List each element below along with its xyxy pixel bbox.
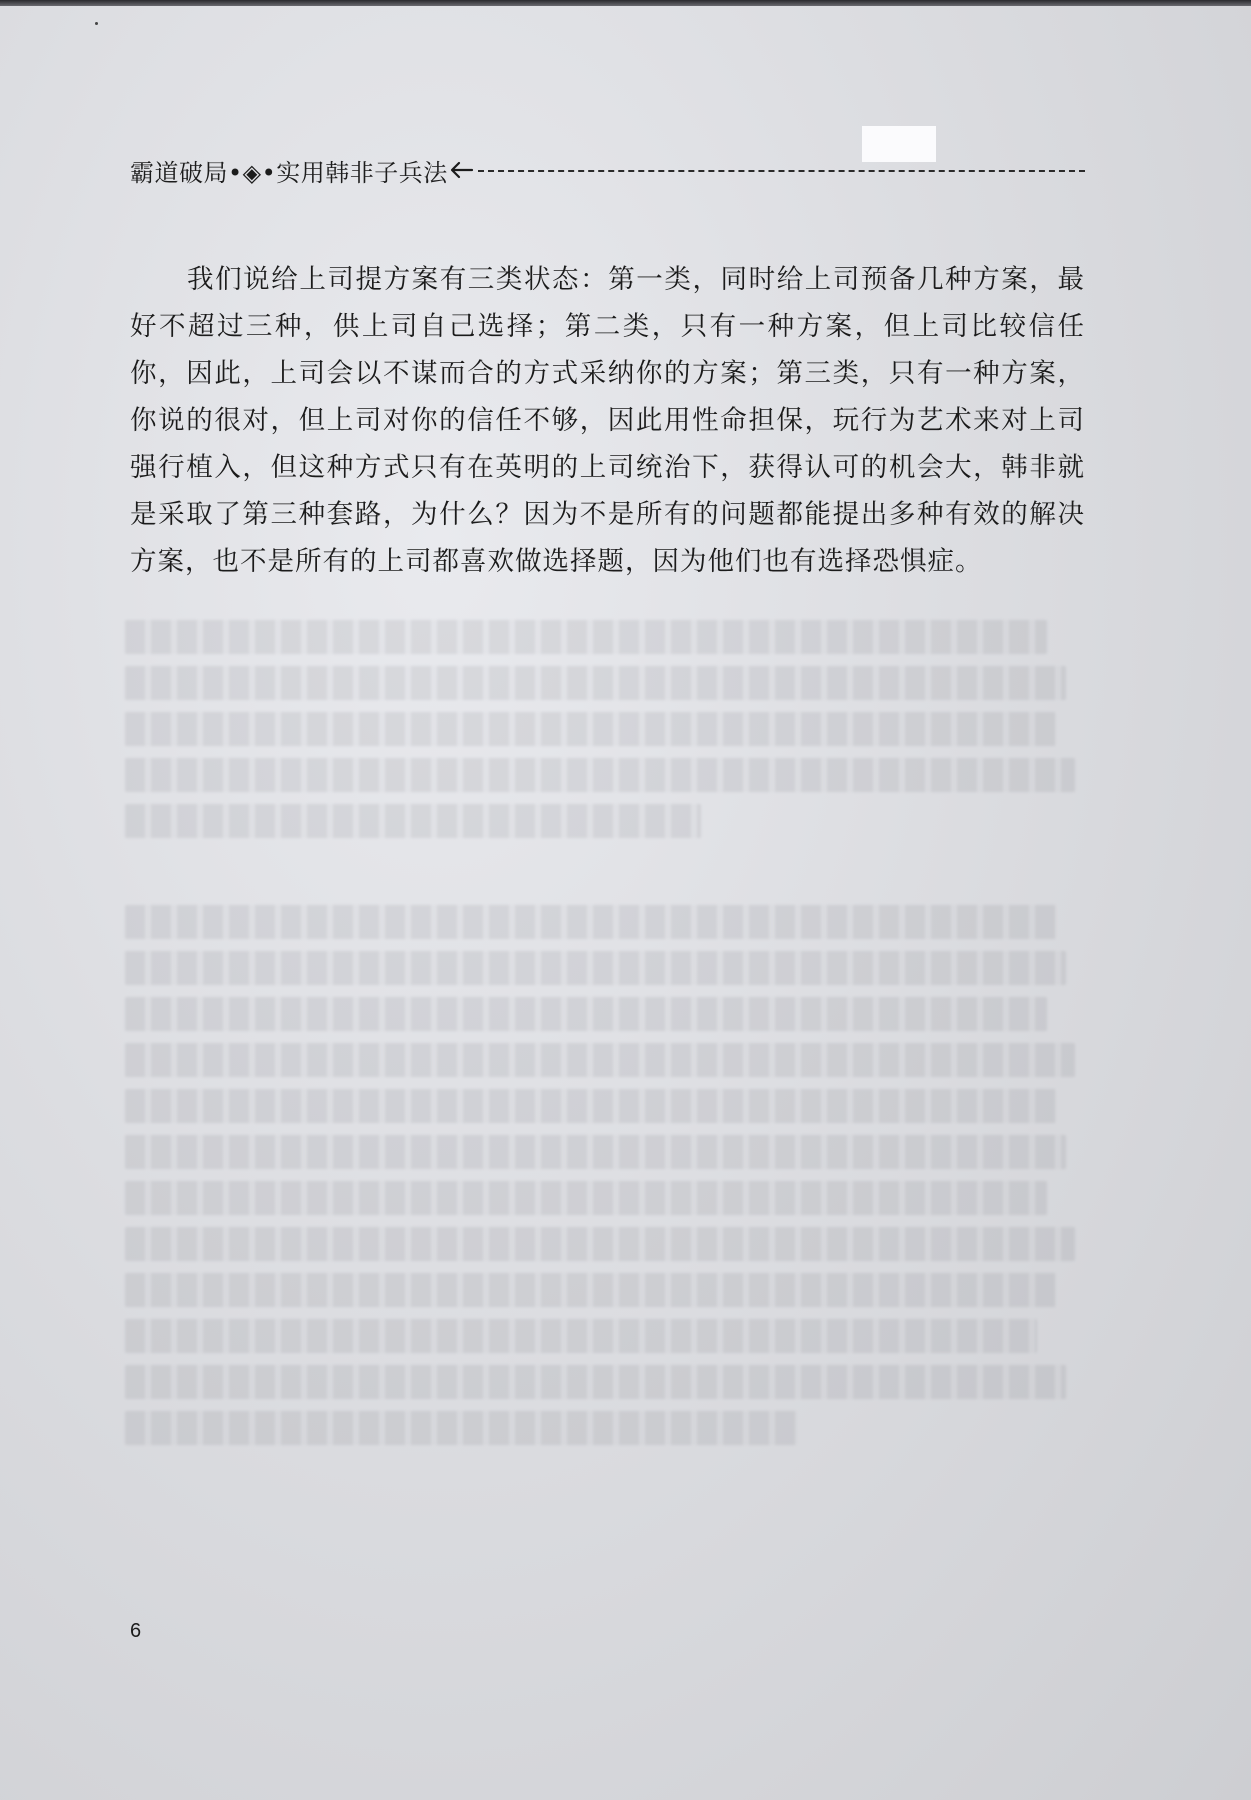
dust-mark (95, 22, 98, 25)
running-header (130, 150, 1085, 190)
header-dashed-rule (478, 170, 1085, 172)
page-number: 6 (130, 1620, 142, 1642)
bleed-through-block-lower (125, 905, 1085, 1457)
running-header-title: 霸道破局•◈•实用韩非子兵法 (130, 158, 448, 187)
arrow-left-icon (450, 158, 474, 182)
page-top-edge (0, 0, 1251, 6)
bleed-through-block-upper (125, 620, 1085, 850)
body-paragraph: 我们说给上司提方案有三类状态：第一类，同时给上司预备几种方案，最好不超过三种，供上司自己选择；第二类，只有一种方案，但上司比较信任你，因此，上司会以不谋而合的方式采纳你的方案；第三类，只有一种方案，你说的很对，但上司对你的信任不够，因此用性命担保，玩行为艺术来对上司强行植入，但这种方式只有在英明的上司统治下，获得认可的机会大，韩非就是采取了第三种套路，为什么？因为不是所有的问题都能提出多种有效的解决方案，也不是所有的上司都喜欢做选择题，因为他们也有选择恐惧症。 (130, 264, 1085, 577)
